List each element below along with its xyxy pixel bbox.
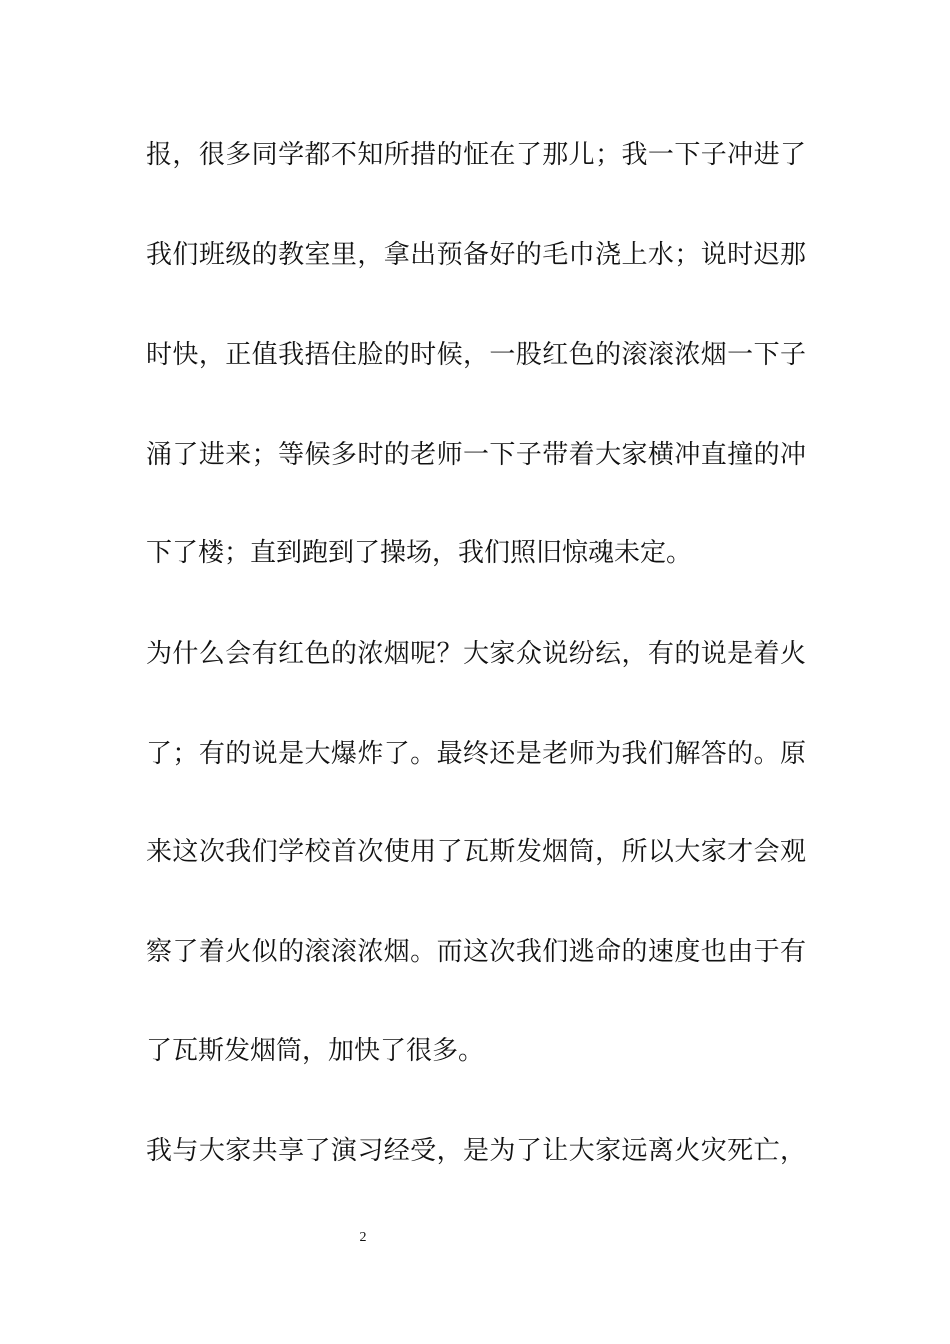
- text-line: 报，很多同学都不知所措的怔在了那儿；我一下子冲进了: [146, 140, 806, 170]
- text-line: 察了着火似的滚滚浓烟。而这次我们逃命的速度也由于有: [146, 937, 806, 967]
- text-line: 来这次我们学校首次使用了瓦斯发烟筒，所以大家才会观: [146, 837, 806, 867]
- text-line: 为什么会有红色的浓烟呢？大家众说纷纭，有的说是着火: [146, 639, 806, 669]
- text-line: 了瓦斯发烟筒，加快了很多。: [146, 1036, 485, 1066]
- text-line: 我们班级的教室里，拿出预备好的毛巾浇上水；说时迟那: [146, 240, 806, 270]
- text-line: 了；有的说是大爆炸了。最终还是老师为我们解答的。原: [146, 739, 806, 769]
- text-line: 涌了进来；等候多时的老师一下子带着大家横冲直撞的冲: [146, 440, 806, 470]
- text-line: 时快，正值我捂住脸的时候，一股红色的滚滚浓烟一下子: [146, 340, 806, 370]
- text-line: 我与大家共享了演习经受，是为了让大家远离火灾死亡，: [146, 1136, 806, 1166]
- page-number: 2: [359, 1230, 367, 1245]
- text-line: 下了楼；直到跑到了操场，我们照旧惊魂未定。: [146, 538, 693, 568]
